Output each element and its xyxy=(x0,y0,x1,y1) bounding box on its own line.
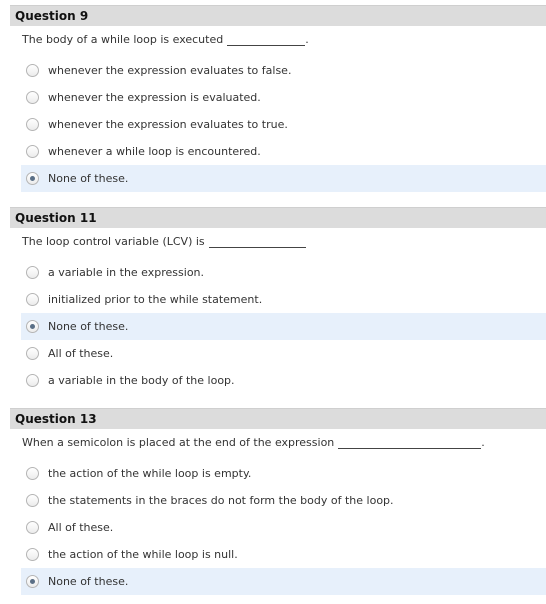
option-label: None of these. xyxy=(48,320,129,333)
answer-options xyxy=(10,259,546,394)
option-label: the statements in the braces do not form the body of the loop. xyxy=(48,494,394,507)
answer-option[interactable] xyxy=(21,138,546,165)
question-9 xyxy=(10,5,546,192)
answer-option[interactable] xyxy=(21,286,546,313)
answer-option[interactable] xyxy=(21,487,546,514)
option-label: All of these. xyxy=(48,347,114,360)
question-suffix: . xyxy=(305,33,309,46)
radio-button[interactable] xyxy=(26,521,39,534)
option-label: initialized prior to the while statement. xyxy=(48,293,263,306)
answer-option[interactable] xyxy=(21,84,546,111)
option-label: a variable in the body of the loop. xyxy=(48,374,235,387)
question-suffix: . xyxy=(481,436,485,449)
radio-button[interactable] xyxy=(26,467,39,480)
option-label: None of these. xyxy=(48,172,129,185)
radio-button[interactable] xyxy=(26,118,39,131)
radio-button-checked[interactable] xyxy=(26,575,39,588)
radio-button[interactable] xyxy=(26,145,39,158)
answer-blank xyxy=(209,233,306,248)
radio-button[interactable] xyxy=(26,347,39,360)
option-label: whenever a while loop is encountered. xyxy=(48,145,261,158)
answer-option[interactable] xyxy=(21,541,546,568)
answer-option[interactable] xyxy=(21,259,546,286)
question-text: The body of a while loop is executed xyxy=(22,33,224,46)
answer-blank xyxy=(227,31,305,46)
option-label: whenever the expression evaluates to false. xyxy=(48,64,292,77)
answer-options xyxy=(10,460,546,595)
radio-button[interactable] xyxy=(26,266,39,279)
answer-option[interactable] xyxy=(21,340,546,367)
radio-button[interactable] xyxy=(26,494,39,507)
radio-button-checked[interactable] xyxy=(26,320,39,333)
option-label: the action of the while loop is empty. xyxy=(48,467,252,480)
option-label: None of these. xyxy=(48,575,129,588)
option-label: All of these. xyxy=(48,521,114,534)
radio-button[interactable] xyxy=(26,374,39,387)
question-prompt xyxy=(10,429,546,456)
question-title: Question 13 xyxy=(10,408,546,429)
question-13 xyxy=(10,408,546,595)
question-prompt xyxy=(10,228,546,255)
answer-option-selected[interactable] xyxy=(21,568,546,595)
radio-button[interactable] xyxy=(26,64,39,77)
answer-option[interactable] xyxy=(21,460,546,487)
question-text: When a semicolon is placed at the end of the expression xyxy=(22,436,335,449)
radio-button[interactable] xyxy=(26,293,39,306)
answer-options xyxy=(10,57,546,192)
question-text: The loop control variable (LCV) is xyxy=(22,235,205,248)
option-label: a variable in the expression. xyxy=(48,266,205,279)
question-prompt xyxy=(10,26,546,53)
answer-option[interactable] xyxy=(21,111,546,138)
answer-option[interactable] xyxy=(21,514,546,541)
radio-button[interactable] xyxy=(26,91,39,104)
answer-option[interactable] xyxy=(21,57,546,84)
question-title: Question 11 xyxy=(10,207,546,228)
radio-button-checked[interactable] xyxy=(26,172,39,185)
answer-option[interactable] xyxy=(21,367,546,394)
option-label: whenever the expression is evaluated. xyxy=(48,91,261,104)
question-title: Question 9 xyxy=(10,5,546,26)
radio-button[interactable] xyxy=(26,548,39,561)
answer-option-selected[interactable] xyxy=(21,313,546,340)
question-11 xyxy=(10,207,546,394)
option-label: whenever the expression evaluates to true. xyxy=(48,118,288,131)
answer-option-selected[interactable] xyxy=(21,165,546,192)
answer-blank xyxy=(338,434,481,449)
option-label: the action of the while loop is null. xyxy=(48,548,238,561)
